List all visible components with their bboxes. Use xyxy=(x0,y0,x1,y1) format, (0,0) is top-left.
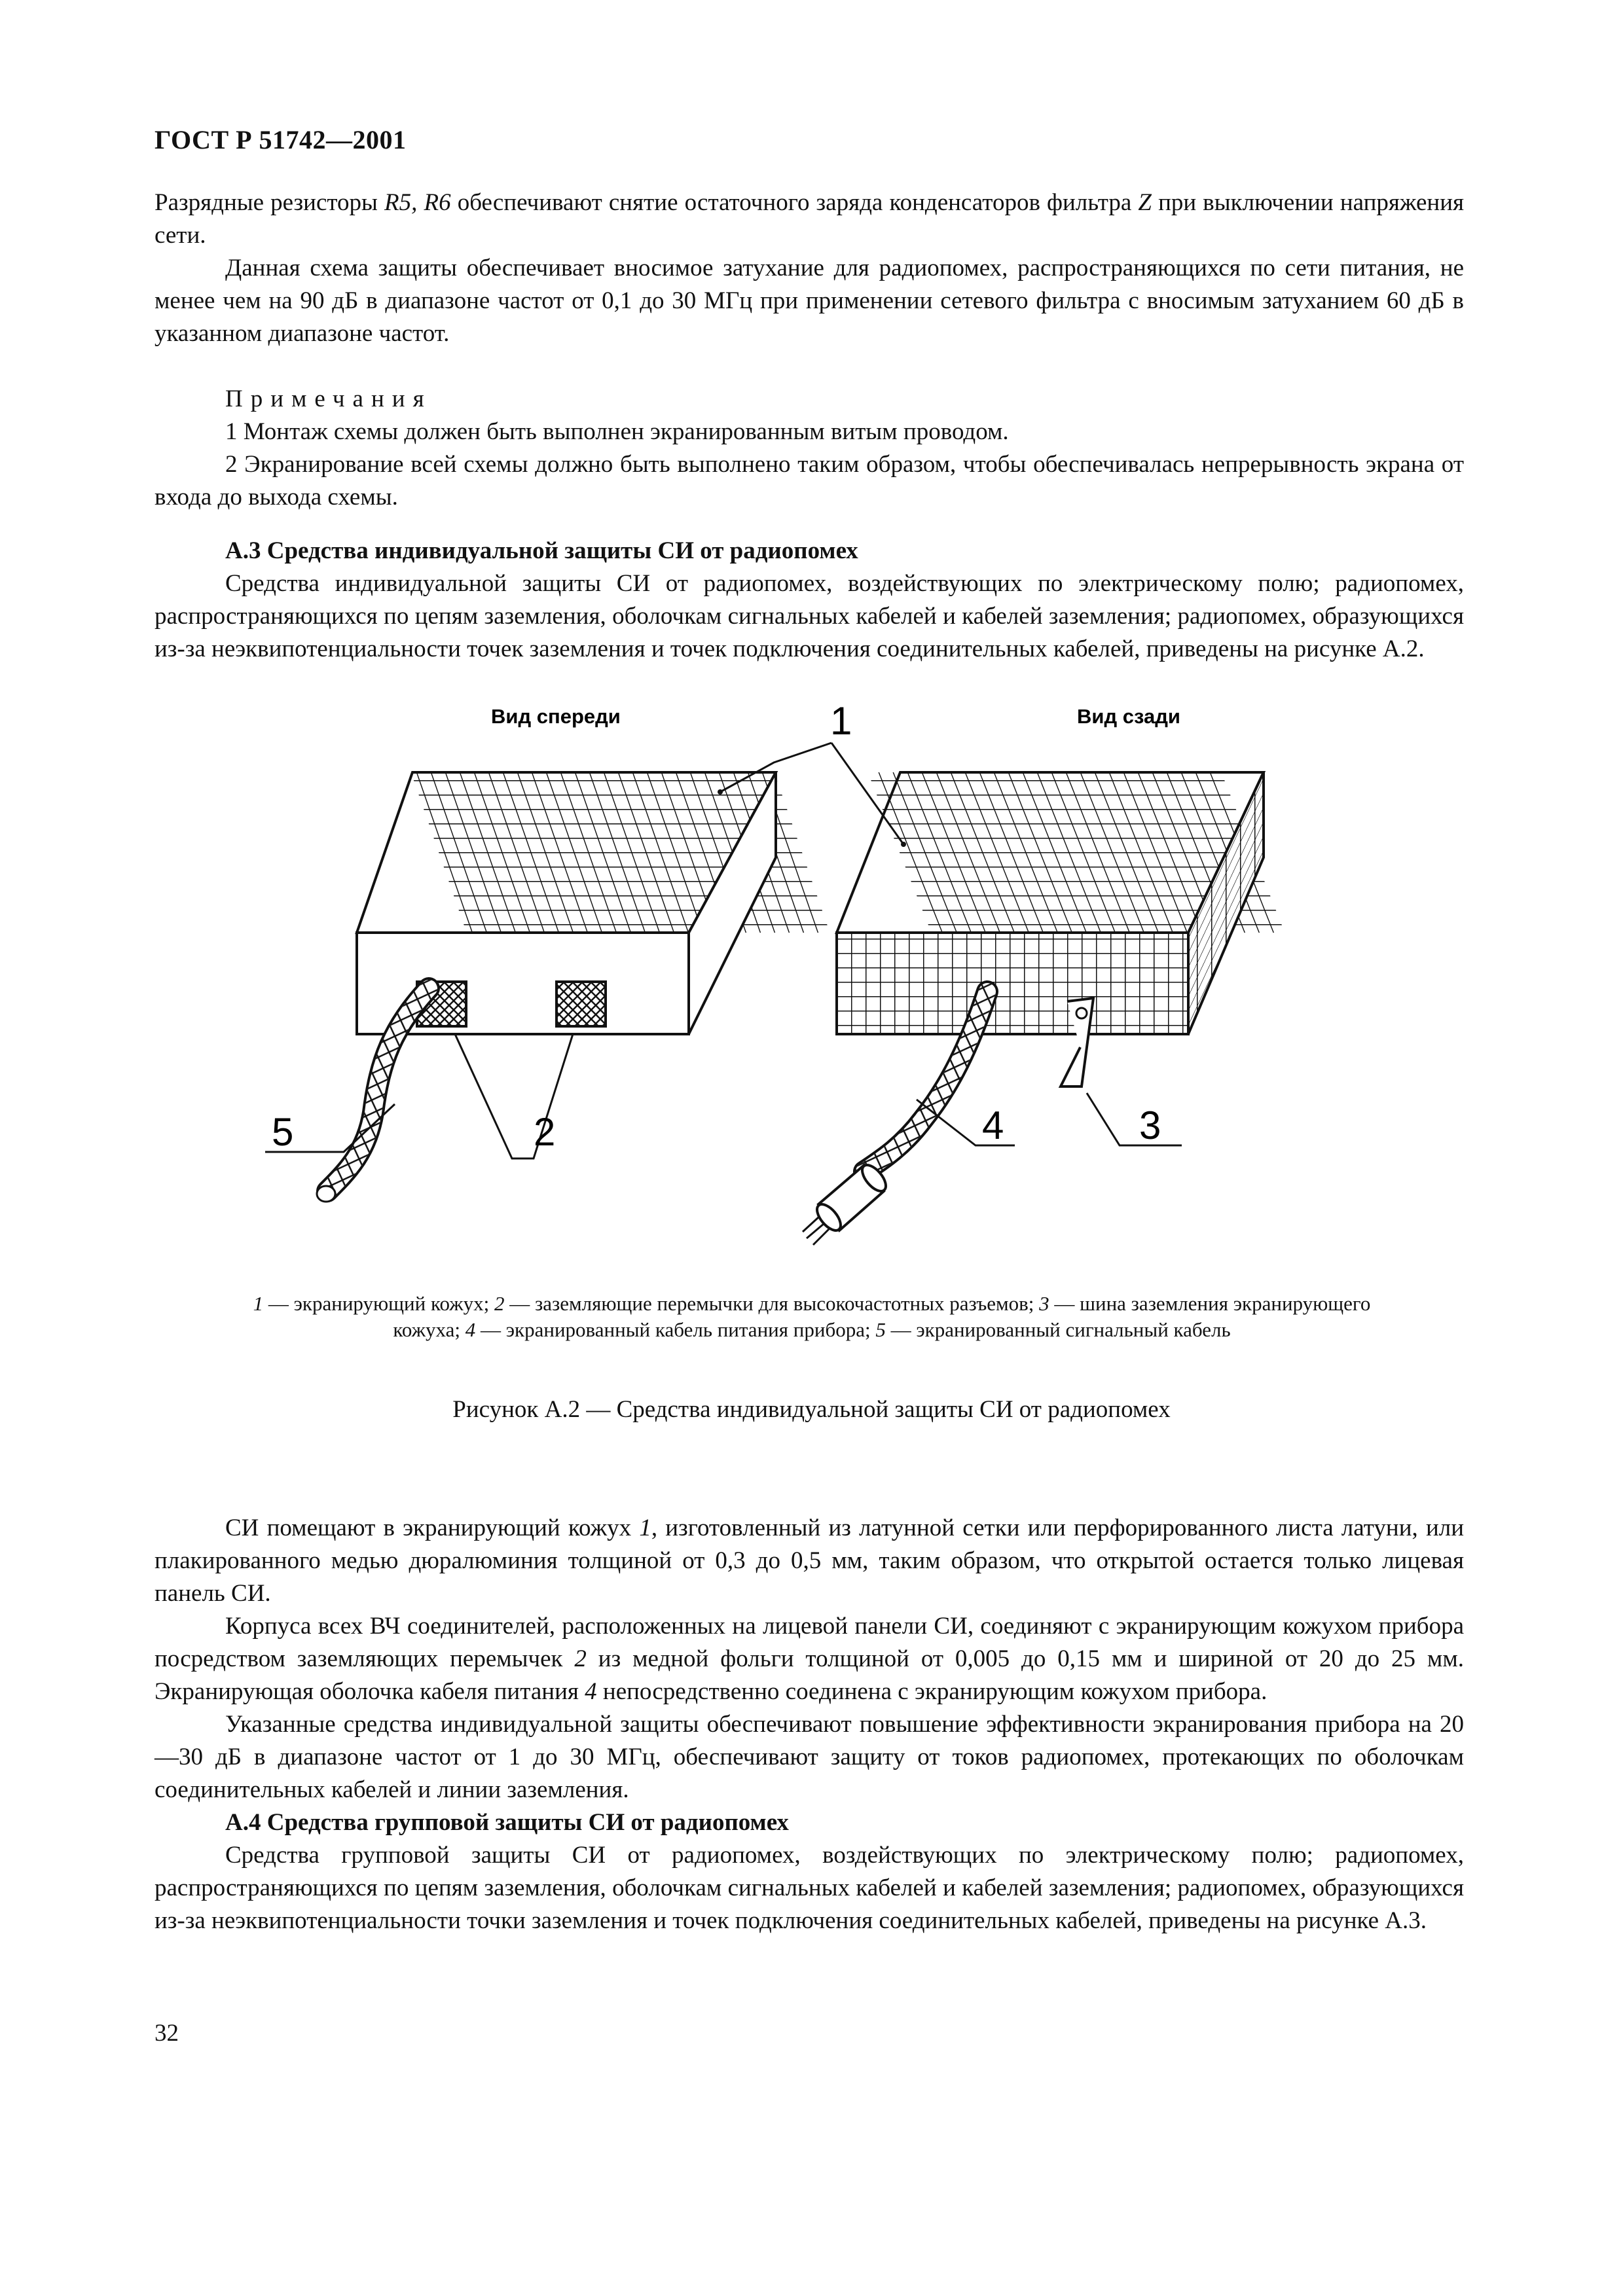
item-ref: 1 xyxy=(639,1515,651,1541)
front-side-mesh xyxy=(689,1011,776,1276)
text-run: при выключении напряжения сети. xyxy=(155,189,1465,249)
callout-1: 1 xyxy=(830,699,852,743)
callout-4: 4 xyxy=(982,1103,1004,1147)
text-run: непосредственно соединена с экранирующим кожухом прибора. xyxy=(596,1678,1267,1705)
label-front-view: Вид спереди xyxy=(491,705,621,728)
figure-legend xyxy=(236,1291,1388,1343)
note-2: 2 Экранирование всей схемы должно быть выполнено таким образом, чтобы обеспечивалась непрерывность экрана от входа до выхода схемы. xyxy=(155,451,1464,511)
callout-2: 2 xyxy=(534,1110,556,1154)
page-number: 32 xyxy=(155,2020,179,2047)
section-a3-text: Средства индивидуальной защиты СИ от радиопомех, воздействующих по электрическому полю; радиопомех, распространяющихся по цепям заземления, оболочкам сигнальных кабелей и кабелей заземления; радиопомех, образующихся из-за неэквипотенциальности точек заземления и точек подключения соединительных кабелей, приведены на рисунке А.2. xyxy=(155,570,1464,662)
legend-text: — шина заземления экранирующего кожуха; xyxy=(393,1292,1371,1341)
paragraph-efficiency: Указанные средства индивидуальной защиты обеспечивают повышение эффективности экранирования прибора на 20—30 дБ в диапазоне частот от 1 до 30 МГц, обеспечивают защиту от токов радиопомех, протекающих по оболочкам соединительных кабелей и линии заземления. xyxy=(155,1711,1464,1803)
rear-panel-mesh xyxy=(837,933,1188,1034)
legend-key: 5 xyxy=(875,1318,886,1341)
figure-a2 xyxy=(272,694,1270,1283)
label-rear-view: Вид сзади xyxy=(1077,705,1180,728)
intro-text xyxy=(155,187,1464,666)
text-run: обеспечивают снятие остаточного заряда конденсаторов фильтра xyxy=(450,189,1139,216)
legend-key: 2 xyxy=(494,1292,505,1315)
rf-connector-jumper xyxy=(556,982,606,1026)
paragraph-attenuation: Данная схема защиты обеспечивает вносимое затухание для радиопомех, распространяющихся по сети питания, не менее чем на 90 дБ в диапазоне частот от 0,1 до 30 МГц при применении сетевого фильтра с вносимым затуханием 60 дБ в указанном диапазоне частот. xyxy=(155,255,1464,347)
paragraph-connectors xyxy=(155,1610,1464,1708)
item-ref: 2 xyxy=(574,1645,587,1672)
callout-3: 3 xyxy=(1139,1103,1161,1147)
legend-text: — экранированный кабель питания прибора; xyxy=(475,1318,876,1341)
power-plug xyxy=(803,1161,890,1245)
legend-key: 1 xyxy=(253,1292,264,1315)
item-ref: 4 xyxy=(585,1678,597,1705)
legend-key: 3 xyxy=(1039,1292,1049,1315)
paragraph-resistors xyxy=(155,187,1464,252)
rear-view-device xyxy=(803,772,1285,1245)
text-run: , изготовленный из латунной сетки или перфорированного листа латуни, или плакированного медью дюралюминия толщиной от 0,3 до 0,5 мм, таким образом, что открытой остается только лицевая панель СИ. xyxy=(155,1515,1465,1607)
note-1: 1 Монтаж схемы должен быть выполнен экранированным витым проводом. xyxy=(225,418,1009,445)
figure-caption: Рисунок А.2 — Средства индивидуальной защиты СИ от радиопомех xyxy=(452,1396,1171,1423)
notes-title: Примечания xyxy=(225,386,432,412)
section-a3-title: А.3 Средства индивидуальной защиты СИ от радиопомех xyxy=(225,537,858,564)
legend-key: 4 xyxy=(465,1318,476,1341)
paragraph-shield-casing xyxy=(155,1512,1464,1610)
text-run: Разрядные резисторы xyxy=(155,189,385,216)
text-run: Корпуса всех ВЧ соединителей, расположенных на лицевой панели СИ, соединяют с экранирующим кожухом прибора посредством заземляющих перемычек xyxy=(155,1613,1464,1672)
filter-ref: Z xyxy=(1138,189,1152,216)
text-run: из медной фольги толщиной от 0,005 до 0,15 мм и шириной от 20 до 25 мм. Экранирующая оболочка кабеля питания xyxy=(155,1645,1464,1705)
document-header: ГОСТ Р 51742—2001 xyxy=(155,125,407,154)
section-a4-text: Средства групповой защиты СИ от радиопомех, воздействующих по электрическому полю; радиопомех, распространяющихся по цепям заземления, оболочкам сигнальных кабелей и кабелей заземления; радиопомех, образующихся из-за неэквипотенциальности точки заземления и точек подключения соединительных кабелей, приведены на рисунке А.3. xyxy=(155,1842,1464,1934)
section-a4-title: А.4 Средства групповой защиты СИ от радиопомех xyxy=(225,1809,789,1836)
legend-text: — заземляющие перемычки для высокочастотных разъемов; xyxy=(504,1292,1040,1315)
legend-text: — экранированный сигнальный кабель xyxy=(885,1318,1231,1341)
resistor-ref: R5, R6 xyxy=(384,189,451,216)
front-view-device xyxy=(317,772,830,1276)
text-run: СИ помещают в экранирующий кожух xyxy=(225,1515,640,1541)
legend-text: — экранирующий кожух; xyxy=(263,1292,494,1315)
callout-5: 5 xyxy=(272,1110,294,1154)
body-text xyxy=(155,1512,1464,1937)
